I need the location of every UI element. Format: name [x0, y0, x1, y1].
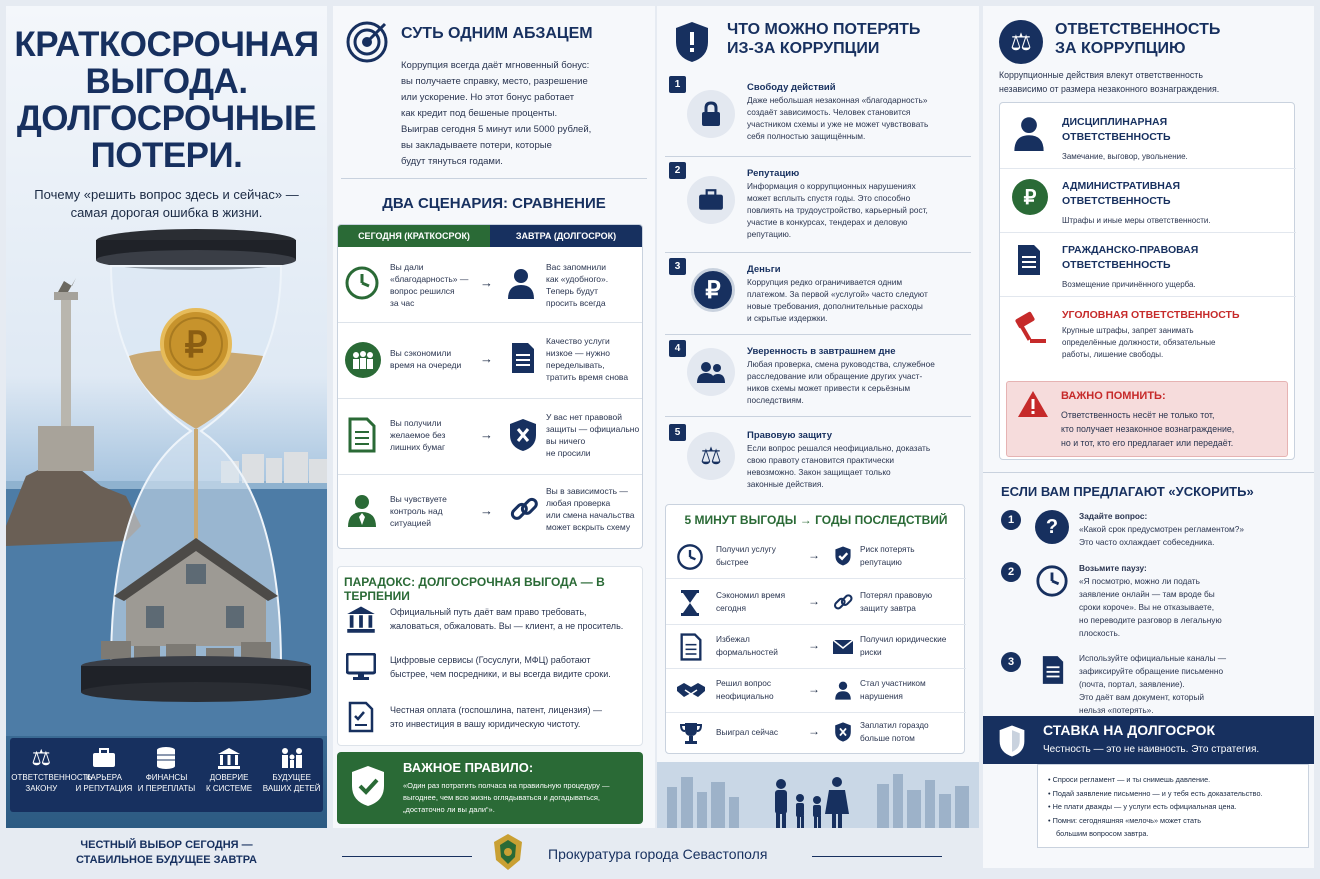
table-row: Избежал формальностей → Получил юридические риски	[666, 625, 966, 669]
shield-check-icon	[834, 545, 852, 572]
clock-icon	[344, 265, 380, 301]
ruble-icon: ₽	[691, 268, 735, 312]
question-icon: ?	[1035, 510, 1069, 544]
loss-item: 4 Уверенность в завтрашнем дне Любая проверка, смена руководства, служебное расследование или обращение других участ- ников схемы может привести к серьёзным последствиям.	[665, 340, 971, 418]
five-minutes-title: 5 МИНУТ ВЫГОДЫ → ГОДЫ ПОСЛЕДСТВИЙ	[684, 513, 948, 527]
liability-title: ОТВЕТСТВЕННОСТЬ ЗА КОРРУПЦИЮ	[1055, 21, 1221, 57]
arrow-icon: →	[808, 638, 820, 652]
loss-item: 2 Репутацию Информация о коррупционных нарушениях может всплыть спустя годы. Это способно повлиять на трудоустройство, карьерный рост, участие в конкурсах, тендерах и деловую репутацию.	[665, 162, 971, 254]
paradox-section: ПАРАДОКС: ДОЛГОСРОЧНАЯ ВЫГОДА — В ТЕРПЕНИИ Официальный путь даёт вам право требовать, жаловаться, обжаловать. Вы — клиент, а не проситель. Цифровые сервисы (Госуслуги, МФЦ) работают быстрее, чем посредники, и вы всегда видите сроки. Честная оплата (госпошлина, патент, лицензия) — это инвестиция в вашу юридическую чистоту.	[337, 566, 643, 746]
essence-title: СУТЬ ОДНИМ АБЗАЦЕМ	[401, 25, 593, 42]
paradox-title: ПАРАДОКС: ДОЛГОСРОЧНАЯ ВЫГОДА — В ТЕРПЕНИИ	[344, 575, 605, 603]
liability-item: ₽ АДМИНИСТРАТИВНАЯ ОТВЕТСТВЕННОСТЬ Штрафы и иные меры ответственности.	[1000, 169, 1296, 233]
person-icon	[834, 679, 852, 706]
stake-bullets	[1037, 764, 1309, 848]
person-icon	[506, 267, 536, 299]
envelope-icon	[832, 639, 854, 660]
ruble-icon: ₽	[1012, 179, 1048, 215]
loss-item: 1 Свободу действий Даже небольшая незаконная «благодарность» создаёт зависимость. Человек становится участником схемы и уже не может чувствовать себя полностью защищённым.	[665, 76, 971, 160]
value-item-children: БУДУЩЕЕ ВАШИХ ДЕТЕЙ	[262, 744, 322, 812]
institution-icon	[346, 605, 376, 638]
scenarios-table	[337, 224, 643, 549]
footer-line-right	[812, 856, 942, 857]
losses-title: ЧТО МОЖНО ПОТЕРЯТЬ ИЗ-ЗА КОРРУПЦИИ	[727, 21, 921, 57]
five-minutes-table	[665, 504, 965, 754]
shield-icon	[997, 724, 1027, 763]
arrow-icon: →	[808, 594, 820, 608]
shield-x-icon	[834, 721, 852, 748]
arrow-icon: →	[808, 682, 820, 696]
scenarios-title: ДВА СЦЕНАРИЯ: СРАВНЕНИЕ	[382, 195, 606, 212]
family-city-illustration	[657, 762, 979, 828]
person-tie-icon	[346, 493, 378, 532]
arrow-icon: →	[480, 275, 493, 290]
footer-org-name: Прокуратура города Севастополя	[548, 846, 768, 862]
shield-x-icon	[508, 417, 538, 458]
document-icon	[680, 633, 702, 666]
arrow-icon: →	[480, 351, 493, 366]
value-item-trust: ДОВЕРИЕ К СИСТЕМЕ	[199, 744, 259, 812]
col-tomorrow-header: ЗАВТРА (ДОЛГОСРОК)	[490, 225, 642, 247]
document-icon	[1041, 654, 1065, 691]
target-icon	[345, 20, 389, 69]
hourglass-illustration	[6, 226, 327, 736]
loss-item: 5 ⚖ Правовую защиту Если вопрос решался неофициально, доказать свою правоту становится практически невозможно. Закон защищает только законные действия.	[665, 424, 971, 502]
table-row: Решил вопрос неофициально → Стал участником нарушения	[666, 669, 966, 713]
people-icon	[687, 348, 735, 396]
arrow-icon: →	[480, 427, 493, 442]
warning-icon	[1017, 390, 1049, 423]
gavel-icon	[1010, 311, 1048, 350]
left-footer-slogan: ЧЕСТНЫЙ ВЫБОР СЕГОДНЯ — СТАБИЛЬНОЕ БУДУЩЕЕ ЗАВТРА	[75, 839, 258, 866]
lock-icon	[687, 90, 735, 138]
important-rule-box: ВАЖНОЕ ПРАВИЛО: «Один раз потратить полчаса на правильную процедуру — выгоднее, чем всю жизнь оглядываться и догадываться, „достаточно ли вы дали“».	[337, 752, 643, 824]
footer-line-left	[342, 856, 472, 857]
value-item-law: ⚖ ОТВЕТСТВЕННОСТЬ ЗАКОНУ	[11, 745, 93, 793]
col-today-header: СЕГОДНЯ (КРАТКОСРОК)	[338, 225, 490, 247]
people-icon	[344, 341, 382, 384]
trophy-icon	[680, 721, 702, 750]
list-item: • Не плати дважды — у услуги есть официальная цена.	[1048, 802, 1237, 811]
arrow-icon: →	[808, 548, 820, 562]
liability-intro: Коррупционные действия влекут ответственность независимо от размера незаконного вознаграждения.	[999, 70, 1220, 94]
document-icon	[510, 341, 536, 380]
arrow-icon: →	[480, 503, 493, 518]
table-row: Вы сэкономили время на очереди → Качество услуги низкое — нужно переделывать, тратить время снова	[338, 323, 643, 399]
scales-icon: ⚖	[687, 432, 735, 480]
shield-icon	[673, 20, 711, 69]
briefcase-icon	[687, 176, 735, 224]
table-row: Вы получили желаемое без лишних бумаг → У вас нет правовой защиты — официально вы ничего не просили	[338, 399, 643, 475]
family-icon	[262, 744, 322, 772]
document-icon	[348, 417, 376, 458]
speedup-step: 1 ? Задайте вопрос: «Какой срок предусмотрен регламентом?» Это часто охлаждает собеседника.	[1001, 508, 1301, 556]
table-row: Получил услугу быстрее → Риск потерять репутацию	[666, 535, 966, 579]
loss-item: 3 ₽ Деньги Коррупция редко ограничивается одним платежом. За первой «услугой» часто следуют новые требования, дополнительные расходы и скрытые издержки.	[665, 258, 971, 338]
list-item: • Помни: сегодняшняя «мелочь» может стать	[1048, 815, 1202, 825]
institution-icon	[199, 744, 259, 772]
poster-title: КРАТКОСРОЧНАЯ ВЫГОДА. ДОЛГОСРОЧНЫЕ ПОТЕРИ.	[14, 25, 319, 175]
warning-box: ВАЖНО ПОМНИТЬ: Ответственность несёт не только тот, кто получает незаконное вознаграждение, но и тот, кто его предлагает или передаёт.	[1006, 381, 1288, 457]
stake-banner: СТАВКА НА ДОЛГОСРОК Честность — это не наивность. Это стратегия.	[983, 716, 1314, 764]
table-row: Сэкономил время сегодня → Потерял правовую защиту завтра	[666, 579, 966, 625]
liability-item: ДИСЦИПЛИНАРНАЯ ОТВЕТСТВЕННОСТЬ Замечание, выговор, увольнение.	[1000, 103, 1296, 169]
arrow-icon: →	[808, 724, 820, 738]
list-item: • Спроси регламент — и ты снимешь давление.	[1048, 775, 1211, 784]
checklist-icon	[348, 701, 376, 738]
value-item-finance: ФИНАНСЫ И ПЕРЕПЛАТЫ	[136, 744, 196, 812]
poster-subtitle: Почему «решить вопрос здесь и сейчас» — самая дорогая ошибка в жизни.	[34, 187, 299, 220]
liability-box	[999, 102, 1295, 460]
liability-item: УГОЛОВНАЯ ОТВЕТСТВЕННОСТЬ Крупные штрафы, запрет занимать определённые должности, обязательные работы, лишение свободы.	[1000, 297, 1296, 369]
coin-ruble-symbol: ₽	[184, 324, 208, 365]
monitor-icon	[346, 653, 376, 686]
chain-icon	[832, 591, 854, 618]
person-icon	[1012, 115, 1046, 156]
briefcase-icon	[74, 744, 134, 772]
middle-left-panel	[333, 6, 655, 828]
list-item: • Подай заявление письменно — и у тебя есть доказательство.	[1048, 788, 1263, 798]
speedup-title: ЕСЛИ ВАМ ПРЕДЛАГАЮТ «УСКОРИТЬ»	[1001, 484, 1254, 499]
right-panel	[983, 6, 1314, 868]
clock-icon	[676, 543, 704, 576]
scales-badge-icon: ⚖	[999, 20, 1043, 64]
table-row: Вы чувствуете контроль над ситуацией → Вы в зависимость — любая проверка или смена начальства может вскрыть схему	[338, 475, 643, 549]
clock-icon	[1035, 564, 1069, 603]
value-item-career: КАРЬЕРА И РЕПУТАЦИЯ	[74, 744, 134, 812]
shield-check-icon	[349, 764, 387, 813]
essence-text: Коррупция всегда даёт мгновенный бонус: вы получаете справку, место, разрешение или ускорение. Но этот бонус работает как кредит под бешеные проценты. Выиграв сегодня 5 минут или 5000 рублей, вы закладываете потери, которые будут тянуться годами.	[401, 60, 592, 167]
values-icon-panel	[10, 738, 323, 812]
coins-icon	[136, 744, 196, 772]
handshake-icon	[676, 681, 706, 706]
document-icon	[1016, 243, 1042, 282]
left-poster-panel	[6, 6, 327, 828]
speedup-step: 2 Возьмите паузу: «Я посмотрю, можно ли подать заявление онлайн — там вроде бы сроки короче». Вы не отказываете, но переводите разговор в легальную плоскость.	[1001, 560, 1301, 646]
scales-icon: ⚖	[31, 745, 52, 770]
hourglass-icon	[680, 589, 700, 622]
liability-item: ГРАЖДАНСКО-ПРАВОВАЯ ОТВЕТСТВЕННОСТЬ Возмещение причинённого ущерба.	[1000, 233, 1296, 297]
emblem-icon	[486, 830, 530, 879]
speedup-step: 3 Используйте официальные каналы — зафиксируйте обращение письменно (почта, портал, заявление). Это даёт вам документ, который нельзя «потерять».	[1001, 650, 1301, 718]
chain-icon	[508, 493, 540, 530]
list-item: большим вопросом завтра.	[1056, 829, 1149, 838]
table-row: Вы дали «благодарность» — вопрос решился за час → Вас запомнили как «удобного». Теперь будут просить всегда	[338, 247, 643, 323]
table-row: Выиграл сейчас → Заплатил гораздо больше потом	[666, 713, 966, 753]
rule-title: ВАЖНОЕ ПРАВИЛО:	[403, 760, 534, 775]
middle-right-panel	[657, 6, 979, 828]
